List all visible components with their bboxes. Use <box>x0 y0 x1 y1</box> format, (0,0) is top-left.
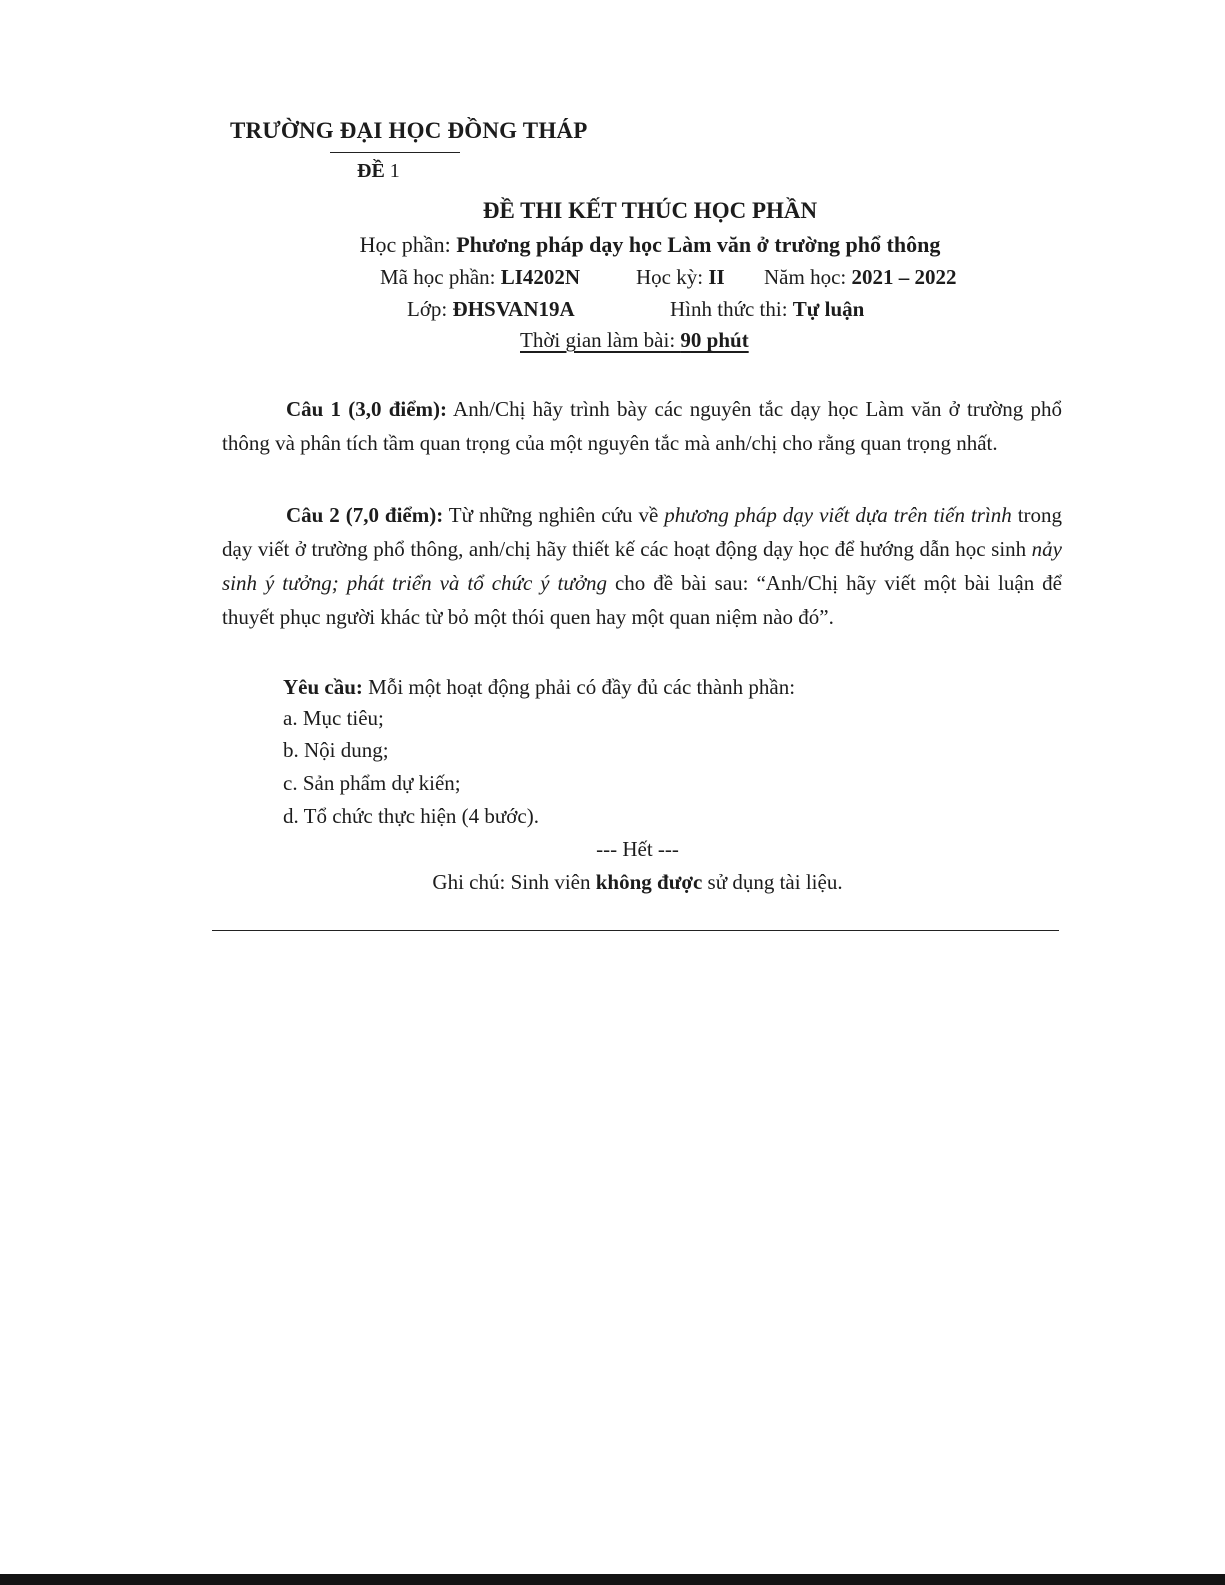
footer-note-bold: không được <box>595 870 703 894</box>
scan-edge <box>0 1574 1225 1585</box>
exam-duration-value: 90 phút <box>680 328 749 352</box>
question-2-text-2: trong dạy viết ở trường phổ thông, anh/chị hãy thiết kế các hoạt động dạy học để hướng dẫn học sinh <box>222 503 1063 561</box>
course-code-label: Mã học phần: <box>380 265 501 289</box>
requirement-item: d. Tổ chức thực hiện (4 bước). <box>283 804 539 828</box>
course-code-value: LI4202N <box>500 265 581 289</box>
class-label: Lớp: <box>407 297 453 321</box>
class-value: ĐHSVAN19A <box>452 297 575 321</box>
academic-year-value: 2021 – 2022 <box>851 265 957 289</box>
question-2-text-1: Từ những nghiên cứu về <box>443 503 665 527</box>
semester-value: II <box>708 265 725 289</box>
question-1 <box>222 392 1062 460</box>
school-underline <box>330 152 460 153</box>
question-2-italic-1: phương pháp dạy viết dựa trên tiến trình <box>664 503 1012 527</box>
exam-version <box>357 160 400 183</box>
requirements-label: Yêu cầu: <box>283 675 363 699</box>
question-1-text: Anh/Chị hãy trình bày các nguyên tắc dạy học Làm văn ở trường phổ thông và phân tích tầm quan trọng của một nguyên tắc mà anh/chị cho rằng quan trọng nhất. <box>222 397 1062 455</box>
school-name: TRƯỜNG ĐẠI HỌC ĐỒNG THÁP <box>230 118 588 143</box>
course-label: Học phần: <box>359 232 457 257</box>
semester-label: Học kỳ: <box>636 265 709 289</box>
exam-version-label: ĐỀ <box>357 160 385 182</box>
academic-year-label: Năm học: <box>764 265 852 289</box>
requirements-intro <box>283 675 795 700</box>
exam-duration <box>520 328 749 353</box>
exam-version-number: 1 <box>389 160 400 182</box>
exam-duration-label: Thời gian làm bài: <box>520 328 681 352</box>
course-line <box>0 232 1225 258</box>
exam-title: ĐỀ THI KẾT THÚC HỌC PHẦN <box>482 198 818 223</box>
requirement-item: b. Nội dung; <box>283 738 389 762</box>
question-2 <box>222 498 1062 634</box>
exam-format-value: Tự luận <box>792 297 865 321</box>
semester <box>636 265 725 290</box>
footer-note-suffix: sử dụng tài liệu. <box>702 870 843 894</box>
end-marker: --- Hết --- <box>596 837 679 861</box>
requirement-item: a. Mục tiêu; <box>283 706 384 730</box>
requirements-text: Mỗi một hoạt động phải có đầy đủ các thành phần: <box>362 675 796 699</box>
requirement-item: c. Sản phẩm dự kiến; <box>283 771 461 795</box>
question-2-italic-2: nảy sinh ý tưởng; phát triển và tổ chức ý tưởng <box>222 537 1062 595</box>
question-1-label: Câu 1 (3,0 điểm): <box>286 397 448 421</box>
footer-note <box>0 870 1225 895</box>
academic-year <box>764 265 956 290</box>
question-2-text-3: cho đề bài sau: “Anh/Chị hãy viết một bài luận để thuyết phục người khác từ bỏ một thói quen hay một quan niệm nào đó”. <box>222 571 1062 629</box>
footer-note-prefix: Ghi chú: Sinh viên <box>432 870 596 894</box>
bottom-divider <box>212 930 1059 931</box>
course-value: Phương pháp dạy học Làm văn ở trường phổ thông <box>456 232 941 257</box>
question-2-label: Câu 2 (7,0 điểm): <box>286 503 444 527</box>
exam-format-label: Hình thức thi: <box>670 297 793 321</box>
course-code <box>380 265 580 290</box>
exam-format <box>670 297 864 322</box>
class-info <box>407 297 575 322</box>
